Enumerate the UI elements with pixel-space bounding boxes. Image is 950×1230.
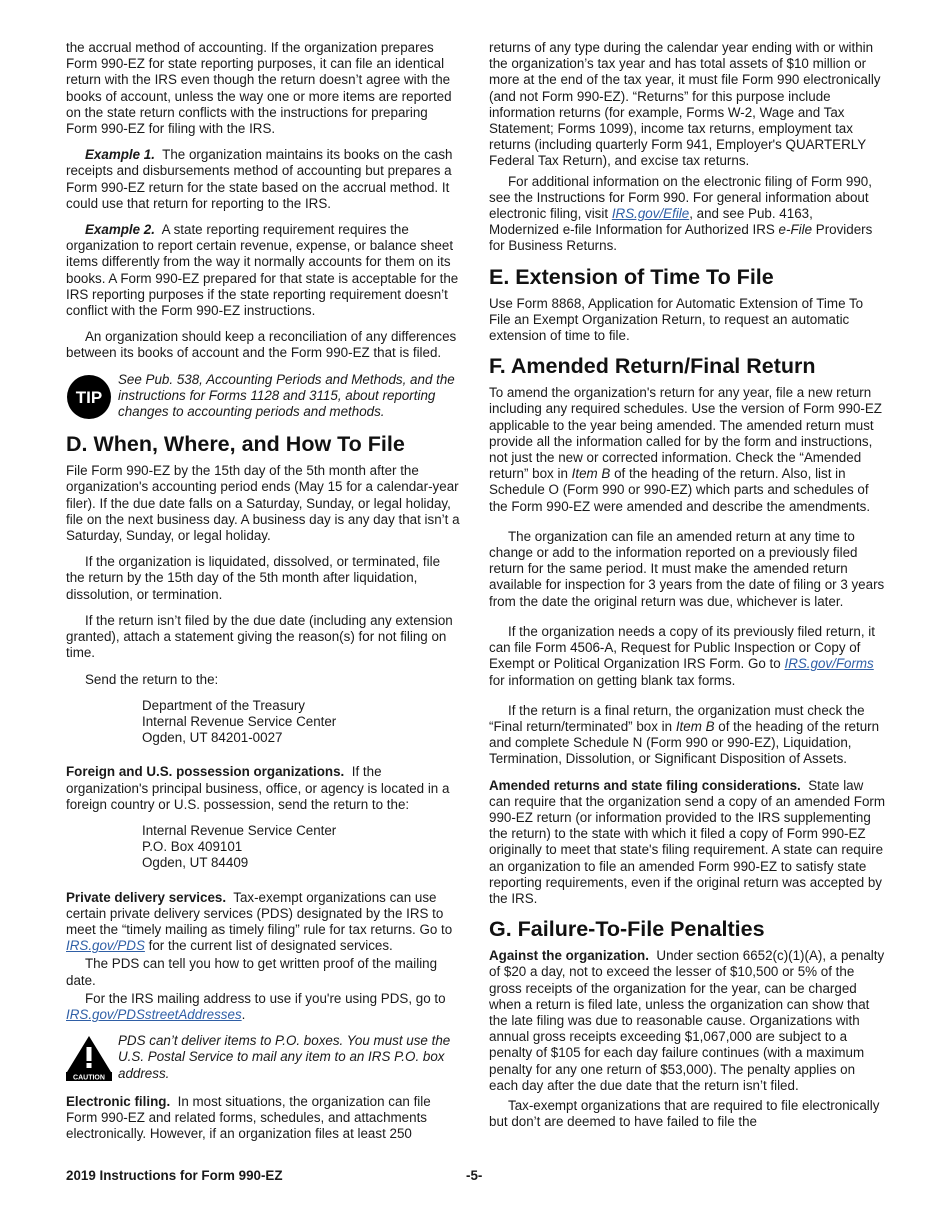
paragraph: returns of any type during the calendar year ending with or within the organization’s tax year and has total assets of $10 million or more at the end of the tax year, it must file Form 990 electronically (and not Form 990-EZ). “Returns” for this purpose include information returns (for example, Forms W-2, Wage and Tax Statement; Forms 1099), income tax returns, employment tax returns (including quarterly Form 941, Employer's QUARTERLY Federal Tax Return), and excise tax returns.	[489, 40, 881, 169]
penalty-paragraph: Against the organization. Under section 6652(c)(1)(A), a penalty of $20 a day, not to exceed the lesser of $10,500 or 5% of the gross receipts of the organization for the year, can be charged when a return is filed late, unless the organization can show that the late filing was due to reasonable cause. Organizations with annual gross receipts exceeding $1,067,000 are subject to a penalty of $105 for each day failure continues (with a maximum penalty for any one return of $53,000). The penalty applies on each day after the due date that the return isn’t filed.	[489, 948, 885, 1093]
paragraph: The PDS can tell you how to get written proof of the mailing date.	[66, 956, 438, 988]
caution-icon	[66, 1035, 112, 1081]
svg-text:CAUTION: CAUTION	[73, 1074, 105, 1082]
amend-paragraph: To amend the organization's return for any year, file a new return including any required schedules. Use the version of Form 990-EZ applicable to the year being amended. The amended return must provide all the information called for by the form and instructions, not just the new or corrected information. Check the “Amended return” box in Item B of the heading of the return. Also, list in Schedule O (Form 990 or 990-EZ) which parts and schedules of the Form 990-EZ were amended and describe the amendments.	[489, 385, 882, 514]
paragraph: An organization should keep a reconciliation of any differences between its books of account and the Form 990-EZ that is filed.	[66, 329, 457, 361]
pds-paragraph: Private delivery services. Tax-exempt organizations can use certain private delivery services (PDS) designated by the IRS to meet the “timely mailing as timely filing” rule for tax returns. Go to IRS.gov/PDS for the current list of designated services.	[66, 889, 453, 954]
penalty-label: Against the organization.	[489, 948, 649, 964]
mailing-address-2: Internal Revenue Service Center P.O. Box 409101 Ogden, UT 84409	[142, 822, 337, 871]
left-column	[66, 40, 462, 1152]
right-column	[489, 40, 885, 1140]
foreign-label: Foreign and U.S. possession organizations.	[66, 764, 345, 780]
paragraph: The organization can file an amended return at any time to change or add to the information reported on a previously filed return for the same period. It must make the amended return available for inspection for 3 years from the date of filing or 3 years from the date the original return was due, whichever is later.	[489, 528, 885, 609]
section-heading-f: F. Amended Return/Final Return	[489, 354, 816, 379]
paragraph: the accrual method of accounting. If the organization prepares Form 990-EZ for state reporting purposes, it can file an identical return with the IRS even though the return doesn’t agree with the books of account, unless the way one or more items are reported on the state return conflicts with the instructions for preparing Form 990-EZ for filing with the IRS.	[66, 40, 452, 137]
example-1: Example 1. The organization maintains its books on the cash receipts and disbursements method of accounting but prepares a Form 990-EZ return for the state based on the accrual method. It could use that return for reporting to the IRS.	[66, 147, 453, 211]
footer-title: 2019 Instructions for Form 990-EZ	[66, 1168, 283, 1183]
irs-forms-link[interactable]: IRS.gov/Forms	[784, 656, 874, 672]
paragraph: Send the return to the:	[85, 671, 219, 687]
caution-text: PDS can’t deliver items to P.O. boxes. You must use the U.S. Postal Service to mail any item to an IRS P.O. box address.	[118, 1033, 451, 1081]
section-heading-d: D. When, Where, and How To File	[66, 432, 405, 457]
efile-paragraph: Electronic filing. In most situations, the organization can file Form 990-EZ and related forms, schedules, and attachments electronically. However, if an organization files at least 250	[66, 1093, 431, 1142]
copy-paragraph: If the organization needs a copy of its previously filed return, it can file Form 4506-A, Request for Public Inspection or Copy of Exempt or Political Organization IRS Form. Go to IRS.gov/Forms for information on getting blank tax forms.	[489, 623, 875, 688]
example-2: Example 2. A state reporting requirement requires the organization to report certain revenue, expense, or balance sheet items differently from the way it normally accounts for them on its books. A Form 990-EZ prepared for that state is acceptable for the IRS reporting purposes if the state reporting requirement doesn’t conflict with the Form 990-EZ instructions.	[66, 222, 459, 319]
irs-efile-link[interactable]: IRS.gov/Efile	[611, 206, 690, 222]
paragraph: If the return isn’t filed by the due date (including any extension granted), attach a statement giving the reason(s) for not filing on time.	[66, 612, 453, 661]
page-number: -5-	[466, 1168, 483, 1183]
paragraph: Use Form 8868, Application for Automatic Extension of Time To File an Exempt Organization Return, to request an automatic extension of time to file.	[489, 295, 864, 344]
final-return-paragraph: If the return is a final return, the organization must check the “Final return/terminated” box in Item B of the heading of the return and complete Schedule N (Form 990 or 990-EZ), Liquidation, Termination, Dissolution, or Significant Disposition of Assets.	[489, 702, 880, 767]
foreign-paragraph: Foreign and U.S. possession organizations. If the organization's principal business, office, or agency is located in a foreign country or U.S. possession, send the return to the:	[66, 764, 450, 812]
paragraph: Tax-exempt organizations that are required to file electronically but don’t are deemed to have failed to file the	[489, 1097, 880, 1130]
caution-note	[66, 1033, 462, 1082]
tip-icon	[66, 374, 112, 420]
amended-state-label: Amended returns and state filing considerations.	[489, 777, 801, 793]
section-heading-g: G. Failure-To-File Penalties	[489, 917, 765, 942]
efile-label: Electronic filing.	[66, 1093, 171, 1109]
irs-pds-street-link[interactable]: IRS.gov/PDSstreetAddresses	[66, 1006, 242, 1022]
example-2-label: Example 2.	[85, 222, 155, 238]
paragraph: File Form 990-EZ by the 15th day of the 5th month after the organization's accounting period ends (May 15 for a calendar-year filer). If the due date falls on a Saturday, Sunday, or legal holiday, file on the next business day. A business day is any day that isn’t a Saturday, Sunday, or legal holiday.	[66, 463, 460, 544]
amended-state-paragraph: Amended returns and state filing considerations. State law can require that the organization send a copy of an amended Form 990-EZ return (or information provided to the IRS supplementing the return) to the state with which it filed a copy of Form 990-EZ originally to meet that state's filing requirement. A state can require an organization to file an amended Form 990-EZ to satisfy state reporting requirements, even if the original return was accepted by the IRS.	[489, 777, 886, 906]
paragraph: If the organization is liquidated, dissolved, or terminated, file the return by the 15th day of the 5th month after liquidation, dissolution, or termination.	[66, 554, 441, 602]
example-1-label: Example 1.	[85, 147, 155, 163]
tip-note	[66, 372, 462, 421]
section-heading-e: E. Extension of Time To File	[489, 264, 774, 289]
efile-info-paragraph: For additional information on the electronic filing of Form 990, see the Instructions for Form 990. For general information about electronic filing, visit IRS.gov/Efile, and see Pub. 4163, Modernized e-file Information for Authorized IRS e-File Providers for Business Returns.	[489, 173, 873, 254]
tip-text: See Pub. 538, Accounting Periods and Methods, and the instructions for Forms 1128 and 3115, about reporting changes to accounting periods and methods.	[118, 371, 455, 420]
page-footer	[66, 1168, 886, 1186]
svg-text:TIP: TIP	[75, 387, 103, 407]
pds-address-paragraph: For the IRS mailing address to use if you're using PDS, go to IRS.gov/PDSstreetAddresses.	[66, 990, 446, 1022]
irs-pds-link[interactable]: IRS.gov/PDS	[66, 938, 145, 954]
mailing-address-1: Department of the Treasury Internal Revenue Service Center Ogden, UT 84201-0027	[142, 697, 337, 746]
pds-label: Private delivery services.	[66, 889, 227, 905]
